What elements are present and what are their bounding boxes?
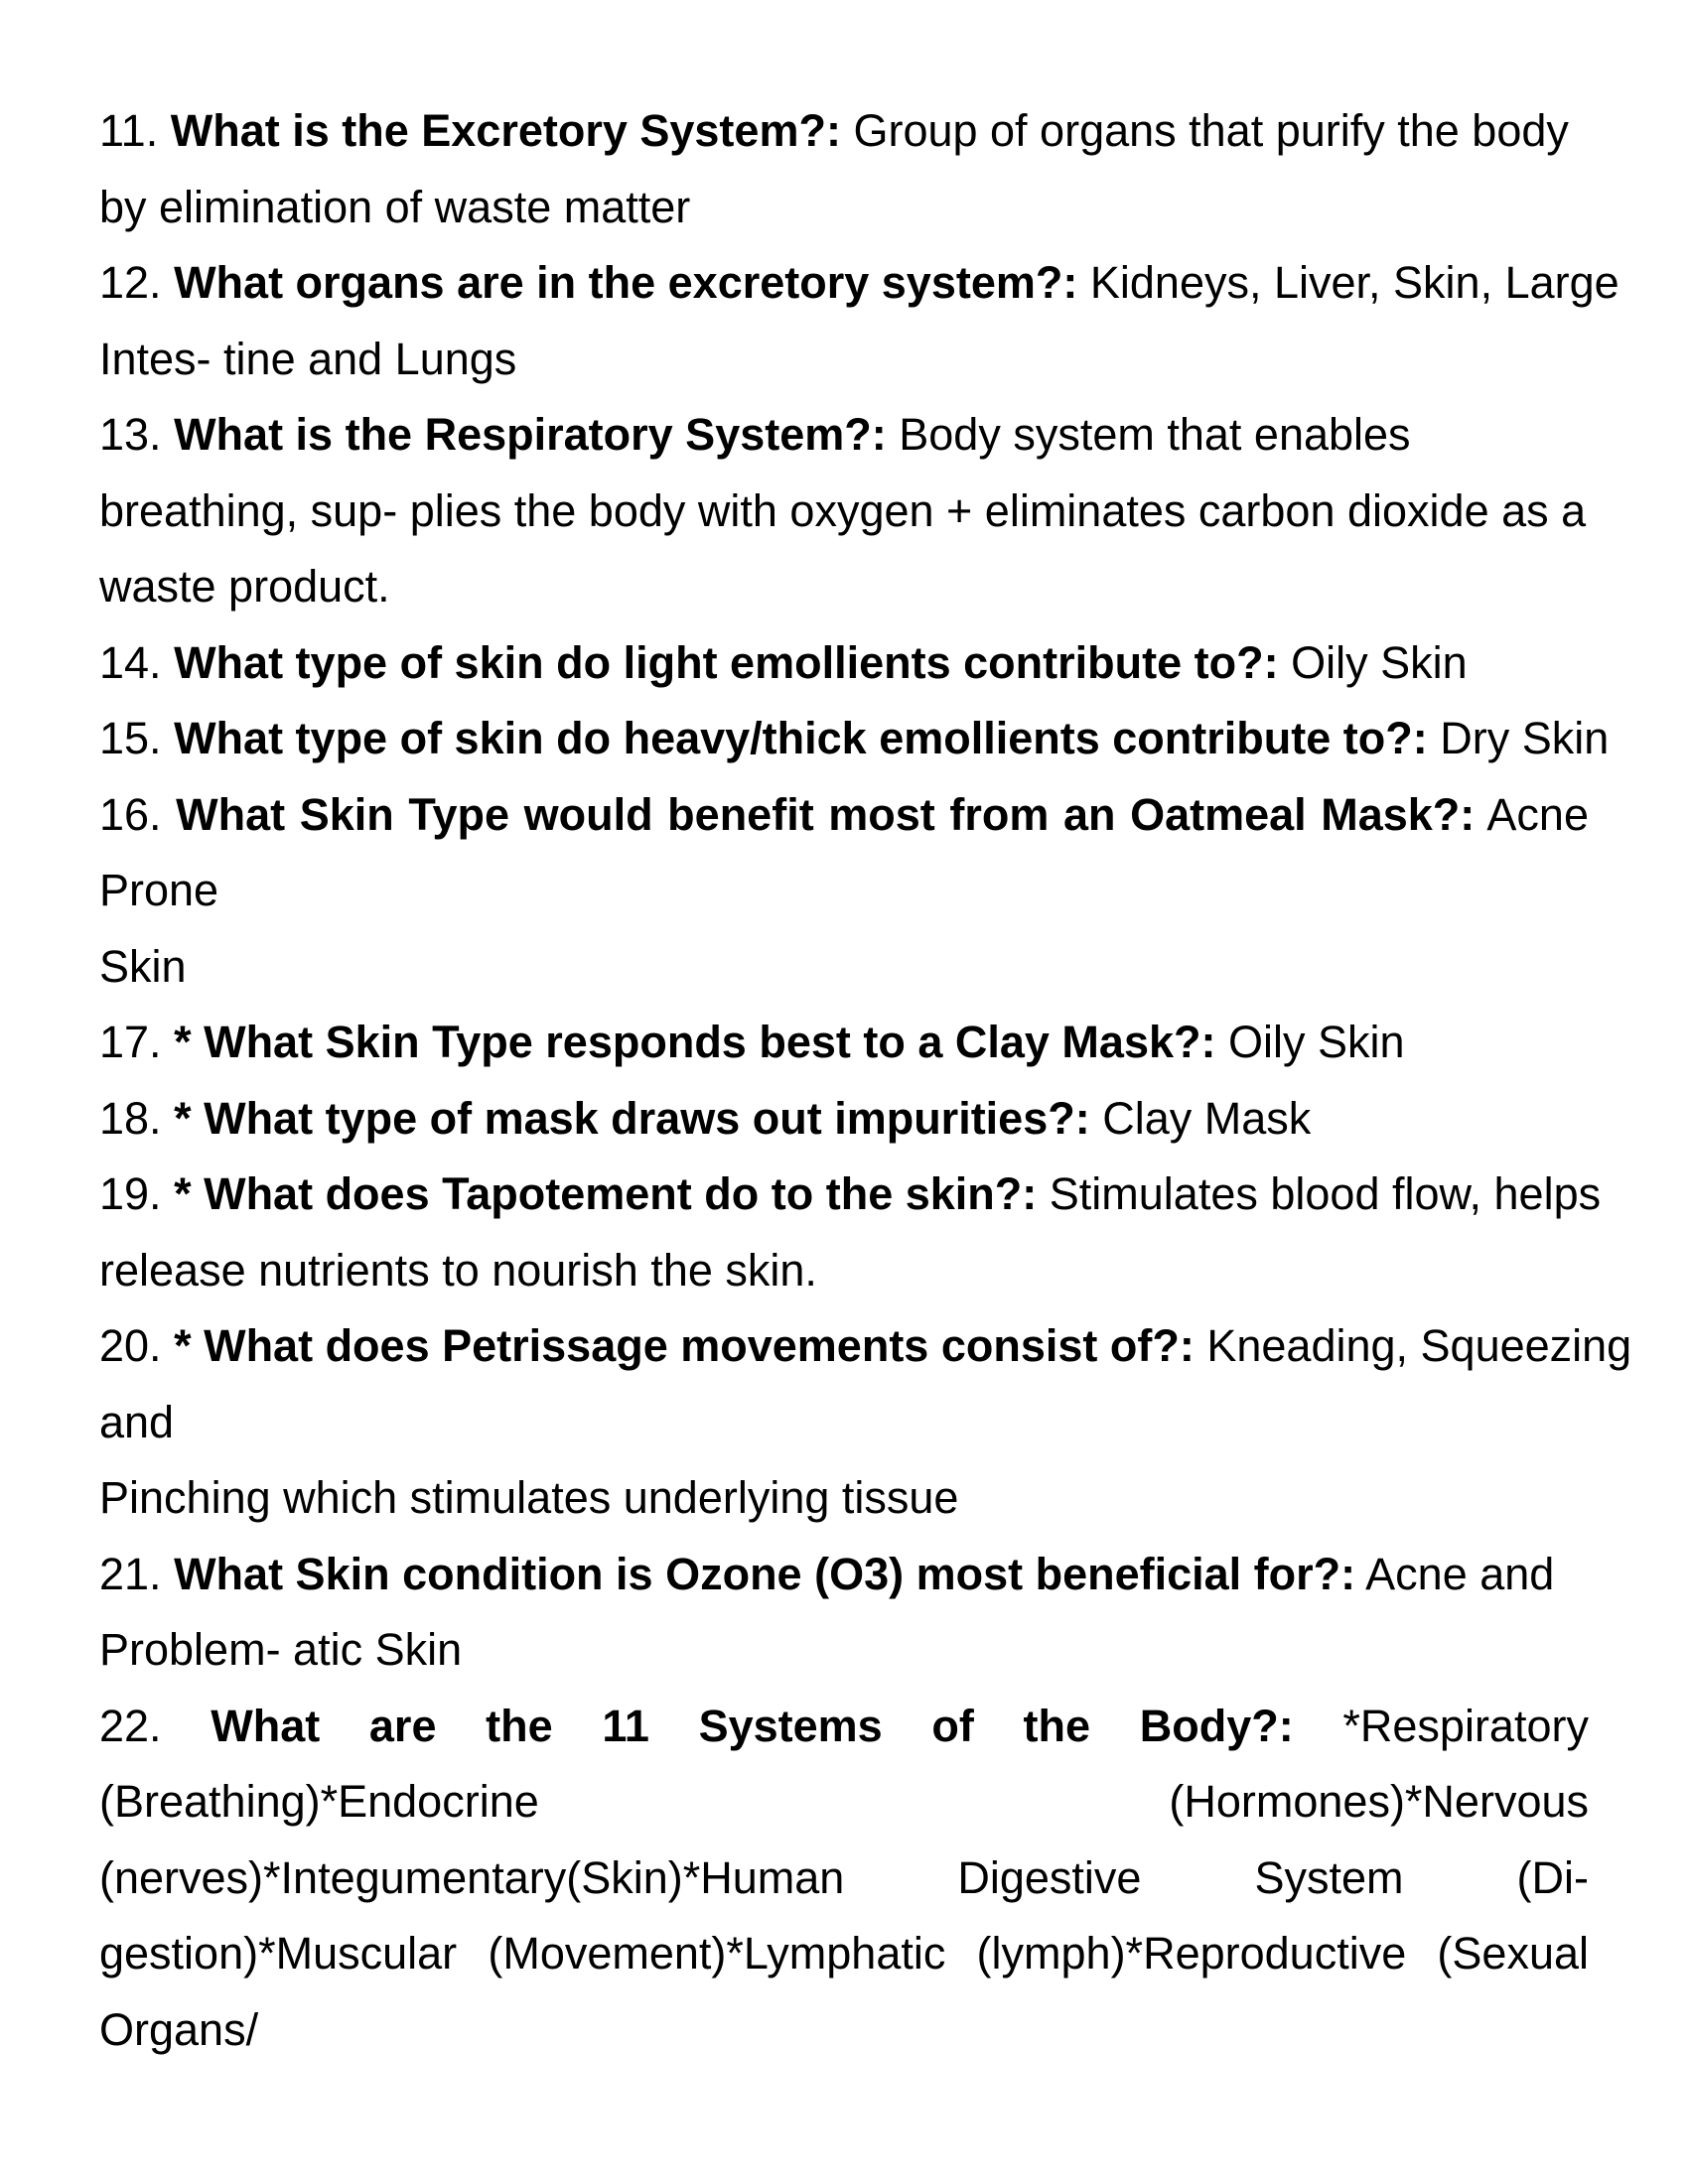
qa-item-11 (99, 93, 1589, 245)
item-number: 19. (99, 1168, 162, 1219)
item-number: 14. (99, 636, 162, 688)
justified-line (99, 777, 1589, 854)
answer: Acne (1486, 788, 1589, 840)
item-number: 15. (99, 713, 162, 763)
answer: Kneading, Squeezing (1206, 1320, 1632, 1371)
qa-item-17 (99, 1005, 1589, 1081)
question: * What Skin Type responds best to a Clay Mask?: (174, 1017, 1216, 1067)
answer: Stimulates blood flow, helps (1049, 1168, 1602, 1219)
qa-item-18 (99, 1081, 1589, 1158)
answer: Acne and (1365, 1548, 1555, 1599)
qa-item-21 (99, 1537, 1589, 1689)
answer-continuation: (Breathing)*Endocrine (Hormones)*Nervous (99, 1776, 1589, 1827)
question: What Skin condition is Ozone (O3) most beneficial for?: (174, 1548, 1356, 1599)
qa-item-13 (99, 397, 1589, 625)
answer-continuation: and (99, 1396, 175, 1447)
qa-item-12 (99, 245, 1619, 397)
item-number: 12. (99, 257, 162, 308)
answer: Oily Skin (1228, 1017, 1405, 1067)
item-number: 20. (99, 1320, 162, 1371)
answer-continuation: Problem- atic Skin (99, 1624, 463, 1675)
question: What type of skin do light emollients contribute to?: (174, 636, 1279, 688)
answer-continuation: by elimination of waste matter (99, 181, 691, 232)
question: * What does Petrissage movements consist of?: (174, 1320, 1195, 1371)
answer: Body system that enables (899, 409, 1411, 460)
question: * What does Tapotement do to the skin?: (174, 1168, 1038, 1219)
qa-item-15 (99, 701, 1610, 777)
question: What are the 11 Systems of the Body?: (211, 1700, 1294, 1751)
answer-continuation: Organs/ (99, 2003, 259, 2055)
answer: Dry Skin (1440, 713, 1610, 763)
item-number: 16. (99, 788, 162, 840)
item-number: 22. (99, 1700, 162, 1751)
answer-continuation: Intes- tine and Lungs (99, 333, 517, 384)
qa-item-16 (99, 777, 1589, 1006)
qa-item-14 (99, 625, 1589, 702)
answer: Oily Skin (1291, 636, 1468, 688)
answer-continuation: Prone (99, 865, 219, 915)
item-number: 21. (99, 1548, 162, 1599)
question: What Skin Type would benefit most from an Oatmeal Mask?: (176, 788, 1476, 840)
answer-continuation: waste product. (99, 561, 390, 612)
answer: Clay Mask (1102, 1092, 1312, 1144)
answer-continuation: release nutrients to nourish the skin. (99, 1244, 817, 1296)
answer-continuation: breathing, sup- plies the body with oxygen + eliminates carbon dioxide as a (99, 484, 1587, 536)
item-number: 11. (99, 105, 159, 156)
question: * What type of mask draws out impurities?: (174, 1092, 1090, 1144)
question: What organs are in the excretory system?: (174, 257, 1078, 308)
qa-item-22 (99, 1689, 1589, 2069)
question: What is the Excretory System?: (170, 105, 841, 156)
answer: *Respiratory (1342, 1700, 1589, 1751)
item-number: 13. (99, 409, 162, 460)
answer-continuation: (nerves)*Integumentary(Skin)*Human Digestive System (Di- (99, 1851, 1589, 1903)
question: What is the Respiratory System?: (174, 409, 887, 460)
answer: Kidneys, Liver, Skin, Large (1089, 257, 1619, 308)
item-number: 18. (99, 1092, 162, 1144)
answer-continuation: Pinching which stimulates underlying tissue (99, 1472, 959, 1523)
answer-continuation: Skin (99, 940, 187, 992)
question: What type of skin do heavy/thick emollients contribute to?: (174, 713, 1428, 763)
item-number: 17. (99, 1017, 162, 1067)
answer-continuation: gestion)*Muscular (Movement)*Lymphatic (lymph)*Reproductive (Sexual (99, 1928, 1589, 1979)
qa-item-20 (99, 1308, 1632, 1537)
answer: Group of organs that purify the body (853, 105, 1569, 156)
justified-line (99, 1689, 1589, 1765)
document-page (99, 93, 1632, 2068)
qa-item-19 (99, 1157, 1602, 1308)
